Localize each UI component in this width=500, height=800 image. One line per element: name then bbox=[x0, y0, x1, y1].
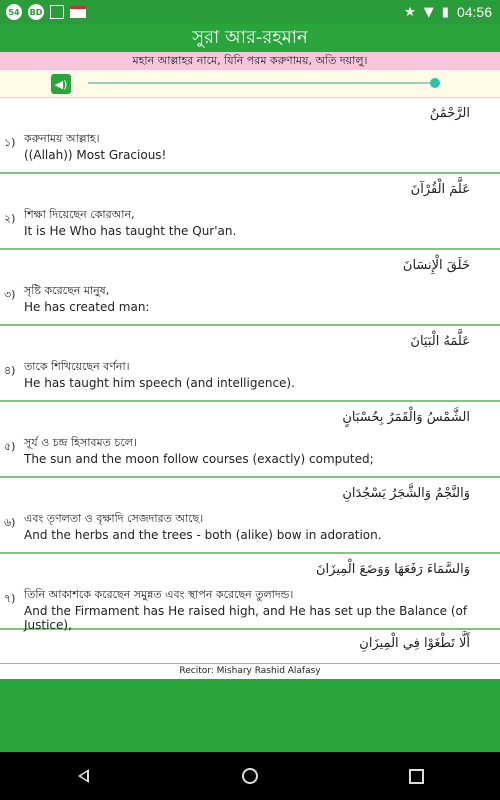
reciter-label: Recitor: Mishary Rashid Alafasy bbox=[0, 663, 500, 680]
verse-item[interactable] bbox=[0, 554, 500, 630]
verse-arabic: خَلَقَ الْإِنسَانَ bbox=[402, 258, 470, 273]
verse-bangla: তাকে শিখিয়েছেন বর্ণনা। bbox=[24, 360, 130, 373]
verse-list bbox=[0, 98, 500, 666]
verse-number: ৭) bbox=[4, 592, 16, 605]
verse-arabic: الرَّحْمَٰنُ bbox=[429, 106, 470, 121]
footer-panel bbox=[0, 679, 500, 752]
verse-number: ২) bbox=[4, 212, 16, 225]
verse-number: ৩) bbox=[4, 288, 16, 301]
notification-bd-icon: BD bbox=[28, 4, 44, 20]
verse-english: And the herbs and the trees - both (alike) bow in adoration. bbox=[24, 528, 382, 542]
verse-english: And the Firmament has He raised high, and He has set up the Balance (of Justice), bbox=[24, 604, 468, 632]
navigation-bar bbox=[0, 752, 500, 800]
verse-english: He has taught him speech (and intelligence). bbox=[24, 376, 295, 390]
verse-item[interactable] bbox=[0, 174, 500, 250]
speaker-icon[interactable]: ◀) bbox=[51, 74, 71, 94]
verse-bangla: সূর্য ও চন্দ্র হিসাবমত চলে। bbox=[24, 436, 137, 449]
page-title: সুরা আর-রহমান bbox=[0, 24, 500, 52]
wifi-icon: ▼ bbox=[423, 4, 434, 20]
app-notification-icon bbox=[70, 6, 86, 18]
verse-english: It is He Who has taught the Qur'an. bbox=[24, 224, 237, 238]
image-notification-icon bbox=[50, 5, 64, 19]
verse-arabic: أَلَّا تَطْغَوْا فِي الْمِيزَانِ bbox=[359, 636, 470, 651]
verse-english: He has created man: bbox=[24, 300, 150, 314]
verse-number: ৪) bbox=[4, 364, 16, 377]
audio-progress-thumb[interactable] bbox=[430, 78, 440, 88]
bismillah-banner: মহান আল্লাহর নামে, যিনি পরম করুণাময়, অতি দয়ালু। bbox=[0, 52, 500, 70]
verse-item[interactable] bbox=[0, 478, 500, 554]
verse-bangla: করুনাময় আল্লাহ। bbox=[24, 132, 100, 145]
verse-bangla: সৃষ্টি করেছেন মানুষ, bbox=[24, 284, 110, 297]
verse-item[interactable] bbox=[0, 98, 500, 174]
verse-english: The sun and the moon follow courses (exactly) computed; bbox=[24, 452, 374, 466]
verse-item[interactable] bbox=[0, 250, 500, 326]
clock-time: 04:56 bbox=[456, 4, 492, 20]
verse-bangla: এবং তৃণলতা ও বৃক্ষাদি সেজদারত আছে। bbox=[24, 512, 204, 525]
verse-item[interactable] bbox=[0, 326, 500, 402]
verse-number: ৬) bbox=[4, 516, 16, 529]
verse-english: ((Allah)) Most Gracious! bbox=[24, 148, 167, 162]
star-icon: ★ bbox=[404, 4, 416, 20]
notification-count-badge: 54 bbox=[6, 4, 22, 20]
battery-icon: ▮ bbox=[441, 4, 449, 20]
verse-number: ১) bbox=[4, 136, 16, 149]
verse-bangla: তিনি আকাশকে করেছেন সমুন্নত এবং স্থাপন করেছেন তুলাদন্ড। bbox=[24, 588, 294, 601]
verse-item[interactable] bbox=[0, 630, 500, 666]
verse-number: ৫) bbox=[4, 440, 16, 453]
verse-arabic: وَالسَّمَاءَ رَفَعَهَا وَوَضَعَ الْمِيزَانَ bbox=[315, 562, 470, 577]
status-bar bbox=[0, 0, 500, 24]
verse-arabic: وَالنَّجْمُ وَالشَّجَرُ يَسْجُدَانِ bbox=[342, 486, 470, 501]
back-icon[interactable] bbox=[63, 769, 103, 783]
verse-arabic: عَلَّمَهُ الْبَيَانَ bbox=[410, 334, 470, 349]
audio-progress-track[interactable] bbox=[88, 82, 438, 84]
verse-item[interactable] bbox=[0, 402, 500, 478]
audio-player bbox=[0, 70, 500, 98]
verse-arabic: عَلَّمَ الْقُرْآنَ bbox=[410, 182, 470, 197]
recent-apps-icon[interactable] bbox=[397, 769, 437, 784]
home-icon[interactable] bbox=[230, 768, 270, 784]
verse-arabic: الشَّمْسُ وَالْقَمَرُ بِحُسْبَانٍ bbox=[342, 410, 470, 425]
verse-bangla: শিক্ষা দিয়েছেন কোরআন, bbox=[24, 208, 135, 221]
